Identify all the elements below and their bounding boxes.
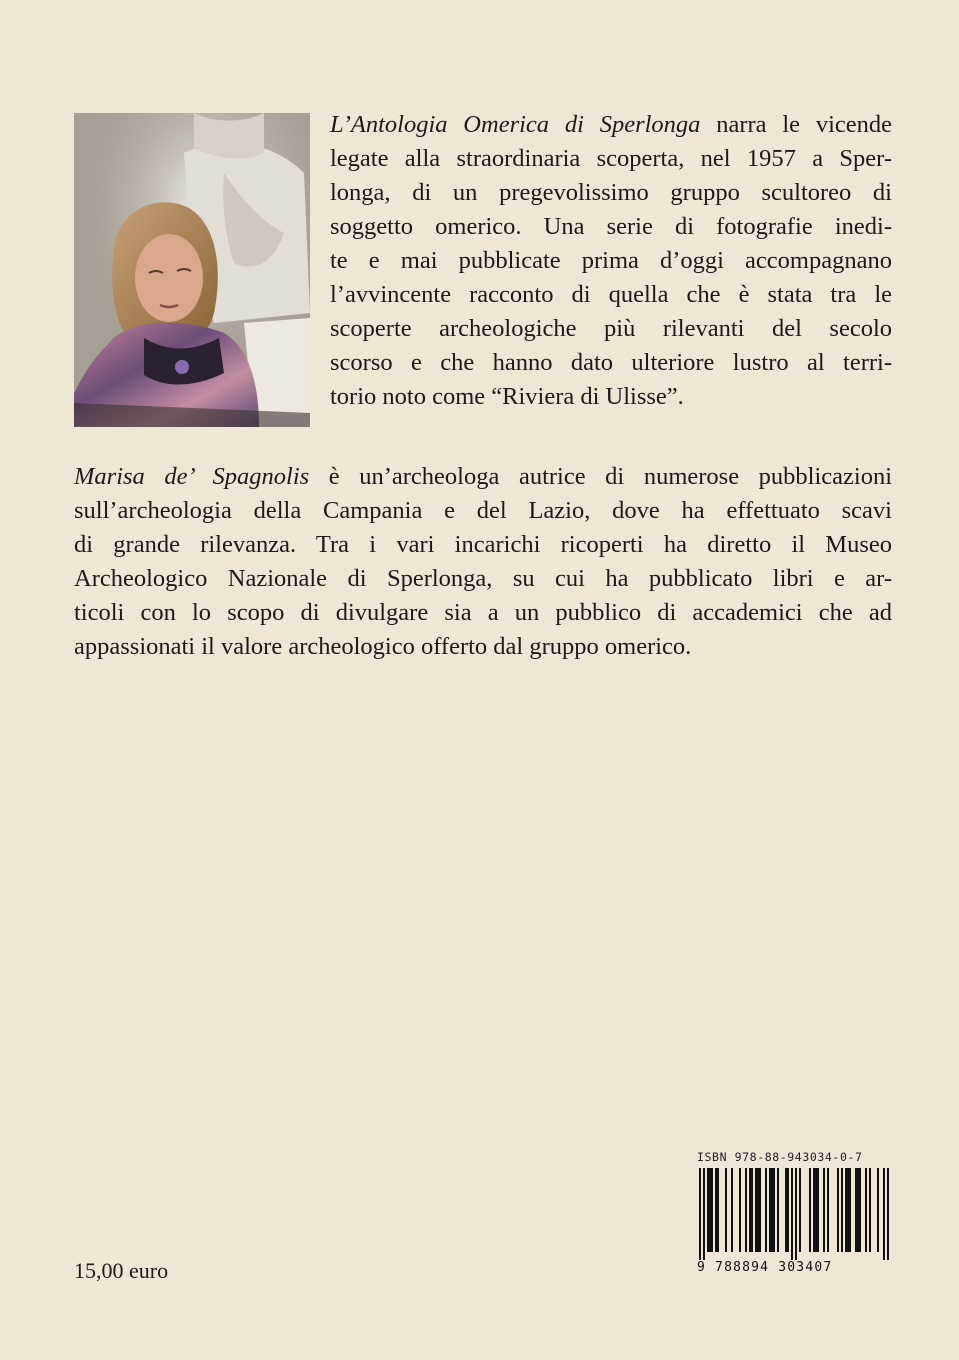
barcode-bar bbox=[849, 1168, 851, 1252]
price-label: 15,00 euro bbox=[74, 1258, 169, 1283]
barcode-bar bbox=[887, 1168, 889, 1260]
bio-line: Marisa de’ Spagnolis è un’archeologa autrice di numerose pubblicazioni bbox=[74, 463, 893, 490]
barcode-bar bbox=[715, 1168, 717, 1252]
author-bio bbox=[74, 460, 892, 664]
blurb-line: longa, di un pregevolissimo gruppo scultoreo di bbox=[330, 179, 892, 206]
author-photo bbox=[74, 113, 310, 427]
book-blurb bbox=[330, 108, 892, 414]
barcode-bar bbox=[799, 1168, 801, 1252]
barcode-digits: 9 788894 303407 bbox=[697, 1260, 833, 1275]
barcode-bar bbox=[771, 1168, 773, 1252]
barcode-bar bbox=[817, 1168, 819, 1252]
barcode-bar bbox=[757, 1168, 759, 1252]
barcode-bar bbox=[795, 1168, 797, 1260]
barcode-bar bbox=[711, 1168, 713, 1252]
bio-line: Archeologico Nazionale di Sperlonga, su cui ha pubblicato libri e ar- bbox=[74, 565, 892, 592]
barcode-bar bbox=[739, 1168, 741, 1252]
barcode-bar bbox=[777, 1168, 779, 1252]
barcode-bars bbox=[697, 1168, 893, 1260]
bio-line: di grande rilevanza. Tra i vari incarichi ricoperti ha diretto il Museo bbox=[74, 531, 892, 558]
blurb-line: scoperte archeologiche più rilevanti del secolo bbox=[330, 315, 892, 342]
barcode-bar bbox=[765, 1168, 767, 1252]
barcode-bar bbox=[823, 1168, 825, 1252]
barcode-bar bbox=[731, 1168, 733, 1252]
barcode-bar bbox=[769, 1168, 771, 1252]
barcode-bar bbox=[755, 1168, 757, 1252]
bio-line: ticoli con lo scopo di divulgare sia a un pubblico di accademici che ad bbox=[74, 599, 892, 626]
barcode-bar bbox=[745, 1168, 747, 1252]
barcode-bar bbox=[845, 1168, 847, 1252]
barcode-bar bbox=[813, 1168, 815, 1252]
barcode-bar bbox=[857, 1168, 859, 1252]
isbn-barcode bbox=[697, 1150, 893, 1278]
barcode-bar bbox=[699, 1168, 701, 1260]
blurb-line: l’avvincente racconto di quella che è stata tra le bbox=[330, 281, 892, 308]
barcode-bar bbox=[847, 1168, 849, 1252]
blurb-line: scorso e che hanno dato ulteriore lustro al terri- bbox=[330, 349, 892, 376]
barcode-bar bbox=[855, 1168, 857, 1252]
barcode-bar bbox=[785, 1168, 787, 1252]
barcode-bar bbox=[791, 1168, 793, 1260]
barcode-bar bbox=[869, 1168, 871, 1252]
barcode-bar bbox=[877, 1168, 879, 1252]
barcode-bar bbox=[751, 1168, 753, 1252]
author-portrait-image bbox=[74, 113, 310, 427]
blurb-line: legate alla straordinaria scoperta, nel 1957 a Sper- bbox=[330, 145, 892, 172]
barcode-bar bbox=[759, 1168, 761, 1252]
barcode-bar bbox=[837, 1168, 839, 1252]
book-title: L’Antologia Omerica di Sperlonga bbox=[330, 111, 701, 138]
barcode-bar bbox=[703, 1168, 705, 1260]
barcode-bar bbox=[749, 1168, 751, 1252]
barcode-bar bbox=[841, 1168, 843, 1252]
blurb-line: torio noto come “Riviera di Ulisse”. bbox=[330, 383, 684, 410]
blurb-line: te e mai pubblicate prima d’oggi accompagnano bbox=[330, 247, 892, 274]
bio-line: sull’archeologia della Campania e del Lazio, dove ha effettuato scavi bbox=[74, 497, 892, 524]
author-name: Marisa de’ Spagnolis bbox=[74, 463, 310, 490]
bio-line: appassionati il valore archeologico offerto dal gruppo omerico. bbox=[74, 633, 692, 660]
barcode-bar bbox=[809, 1168, 811, 1252]
barcode-bar bbox=[865, 1168, 867, 1252]
barcode-bar bbox=[709, 1168, 711, 1252]
barcode-bar bbox=[883, 1168, 885, 1260]
blurb-line: L’Antologia Omerica di Sperlonga narra le vicende bbox=[330, 111, 892, 138]
barcode-bar bbox=[859, 1168, 861, 1252]
barcode-bar bbox=[787, 1168, 789, 1252]
barcode-bar bbox=[707, 1168, 709, 1252]
blurb-line: soggetto omerico. Una serie di fotografie inedi- bbox=[330, 213, 892, 240]
barcode-bar bbox=[725, 1168, 727, 1252]
barcode-bar bbox=[717, 1168, 719, 1252]
barcode-bar bbox=[815, 1168, 817, 1252]
isbn-label: ISBN 978-88-943034-0-7 bbox=[697, 1150, 863, 1164]
barcode-bar bbox=[773, 1168, 775, 1252]
barcode-bar bbox=[827, 1168, 829, 1252]
